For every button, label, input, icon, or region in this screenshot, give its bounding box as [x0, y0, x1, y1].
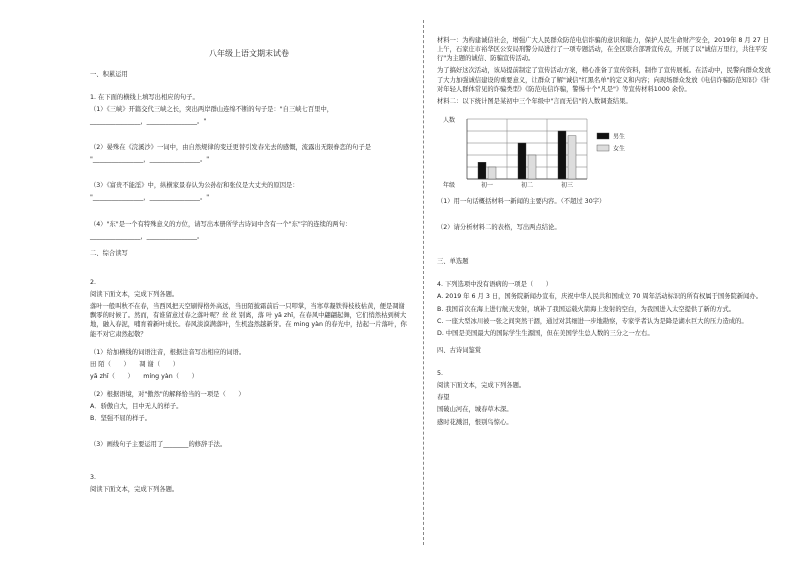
question-1-2-blank: "________________，________________。" [90, 156, 210, 164]
question-2-1-a: 田 陌（ ） 凋 谢（ ） [90, 360, 180, 368]
question-1-1: （1）《三峡》开篇交代三峡之长，突出两岸群山连绵不断的句子是："自三峡七百里中， [90, 105, 334, 113]
x-axis-label: 年级 [443, 181, 456, 189]
question-1-3: （3）《富贵不能淫》中，纵横家景春认为公孙衍和张仪是大丈夫的原因是： [90, 182, 299, 190]
question-r2: （2）请分析材料二的表格，写出两点结论。 [437, 224, 561, 231]
question-4-option-a: A. 2019 年 6 月 3 日，国务院新闻办宣布，庆祝中华人民共和国成立 70 周年活动标识的所有权属于国务院新闻办。 [437, 293, 763, 301]
question-2-3: （3）画线句子主要运用了________的修辞手法。 [90, 441, 227, 449]
question-2-number: 2. [90, 278, 97, 286]
section-heading-4: 四、古诗词鉴赏 [437, 346, 482, 354]
bar-chart [437, 109, 637, 189]
x-tick-label-1: 初二 [521, 181, 534, 189]
question-1-1-blank: ________________，________________。" [90, 117, 207, 125]
question-4-option-b: B. 我国首次在海上进行航天发射，填补了我国运载火箭海上发射的空白，为我国进入太空提供了新的方式。 [437, 305, 735, 313]
poem-line-2: 感时花溅泪，恨别鸟惊心。 [437, 418, 513, 426]
section-heading-1: 一、积累运用 [90, 70, 128, 78]
material-1: 材料一：为构建诚信社会，增强广大人民群众防范电信诈骗的意识和能力，保护人民生命财产安全，2019年 8 月 27 日上午，石家庄市裕华区公安局刑警分局进行了一项专题活动，在全区联合部署宣传点，开展了以"诚信万里行，共往平安行"为主题的诚信、防骗宣传活动。 [437, 37, 770, 63]
question-1-3-blank: "________________，________________。" [90, 194, 210, 202]
legend-label-男生: 男生 [613, 133, 626, 141]
bar-初二-男生 [518, 143, 526, 179]
bar-初三-女生 [568, 136, 576, 179]
x-tick-label-2: 初三 [561, 181, 574, 189]
question-2-passage: 落叶一般叫秋不在春，当西风把天空刷得格外高远，当田陌披霜前后一只叩掌，当寒草凝铁得枝枝枯黄，便是凋谢飘零的时候了。然而，有谁留意过春之落叶呢？丝 丝 别离，落 叶 yā zhī，在春风中翩翩起舞，它们悄然枯到树大地，融入春泥，哺育着新叶成长。春风淡漠满落叶，生机盎然越新芽。在 ming yàn 的春光中，拈起一片落叶，你能不对它肃然起敬？ [90, 303, 407, 338]
question-5-intro: 阅读下面文本，完成下列各题。 [437, 382, 526, 390]
bar-初三-男生 [558, 131, 566, 179]
question-2-1: （1）给加横线的词语注音，根据注音写出相应的词语。 [90, 348, 246, 356]
exam-title: 八年级上语文期末试卷 [209, 49, 289, 58]
bar-初二-女生 [528, 155, 536, 179]
question-3-intro: 阅读下面文本，完成下列各题。 [90, 485, 179, 493]
right-column [437, 36, 772, 430]
question-1-4: （4）"东"是一个有特殊意义的方位，请写出本册所学古诗词中含有一个"东"字的连续的两句： [90, 220, 352, 228]
poem-title: 春望 [437, 394, 450, 402]
section-heading-3: 三、单选题 [437, 258, 469, 266]
material-2: 材料二：以下统计图是某初中三个年级中"言而无信"的人数调查结果。 [437, 97, 632, 105]
question-4-option-c: C. 一座大型冰川被一张之间突然干涸，通过对其细进一步地勘察，专家学者认为是降是湖水巨大的压力造成的。 [437, 317, 748, 325]
question-1-4-blank: ________________，________________。 [90, 232, 204, 240]
question-5-number: 5. [437, 370, 444, 377]
legend-swatch-男生 [597, 133, 609, 139]
x-tick-label-0: 初一 [481, 181, 494, 189]
left-column [90, 34, 408, 497]
y-axis-label: 人数 [443, 116, 456, 124]
poem-line-1: 国破山河在，城春草木深。 [437, 406, 513, 414]
question-2-2: （2）根据语境，对"傲然"的解释恰当的一项是（ ） [90, 391, 245, 399]
material-1-continued: 为了搞好这次活动，该局提前制定了宣传活动方案，精心准备了宣传资料，制作了宣传展板。在活动中，民警向群众发放了大力加强诚信建设的重要意义，让群众了解"诚信"红黑名单"的定义和内容；向现场群众发放《电信诈骗防范知识》《针对年轻人群体常见的诈骗类型》《防范电信诈骗，警惕十个"凡是"》等宣传材料1000 余份。 [437, 67, 771, 93]
question-1: 1. 在下面的横线上填写出相应的句子。 [90, 93, 199, 101]
question-2-2-b: B．坚强不屈的样子。 [90, 415, 151, 423]
question-2-2-a: A．骄傲自大，目中无人的样子。 [90, 403, 183, 411]
legend-label-女生: 女生 [613, 145, 626, 153]
question-2-intro: 阅读下面文本，完成下列各题。 [90, 291, 179, 299]
bar-初一-女生 [488, 167, 496, 179]
section-heading-2: 二、综合读写 [90, 249, 128, 257]
question-3-number: 3. [90, 473, 97, 481]
bar-初一-男生 [478, 162, 486, 179]
legend-swatch-女生 [597, 145, 609, 151]
bar-chart-svg [437, 109, 637, 189]
column-divider [423, 20, 424, 545]
question-4-option-d: D. 中国是美国最大的国际学生生源国，但在美国学生总人数的三分之一左右。 [437, 329, 654, 337]
question-2-1-b: yā zhī（ ） míng yàn（ ） [90, 372, 198, 380]
question-1-2: （2）晏殊在《浣溪沙》一词中，由自然规律的变迁更替引发春光去的感慨，流露出无限眷恋的句子是 [90, 144, 372, 152]
question-4: 4. 下列选项中没有语病的一项是（ ） [437, 281, 553, 289]
question-r1: （1）用一句话概括材料一新闻的主要内容。（不超过 30字） [437, 197, 606, 205]
